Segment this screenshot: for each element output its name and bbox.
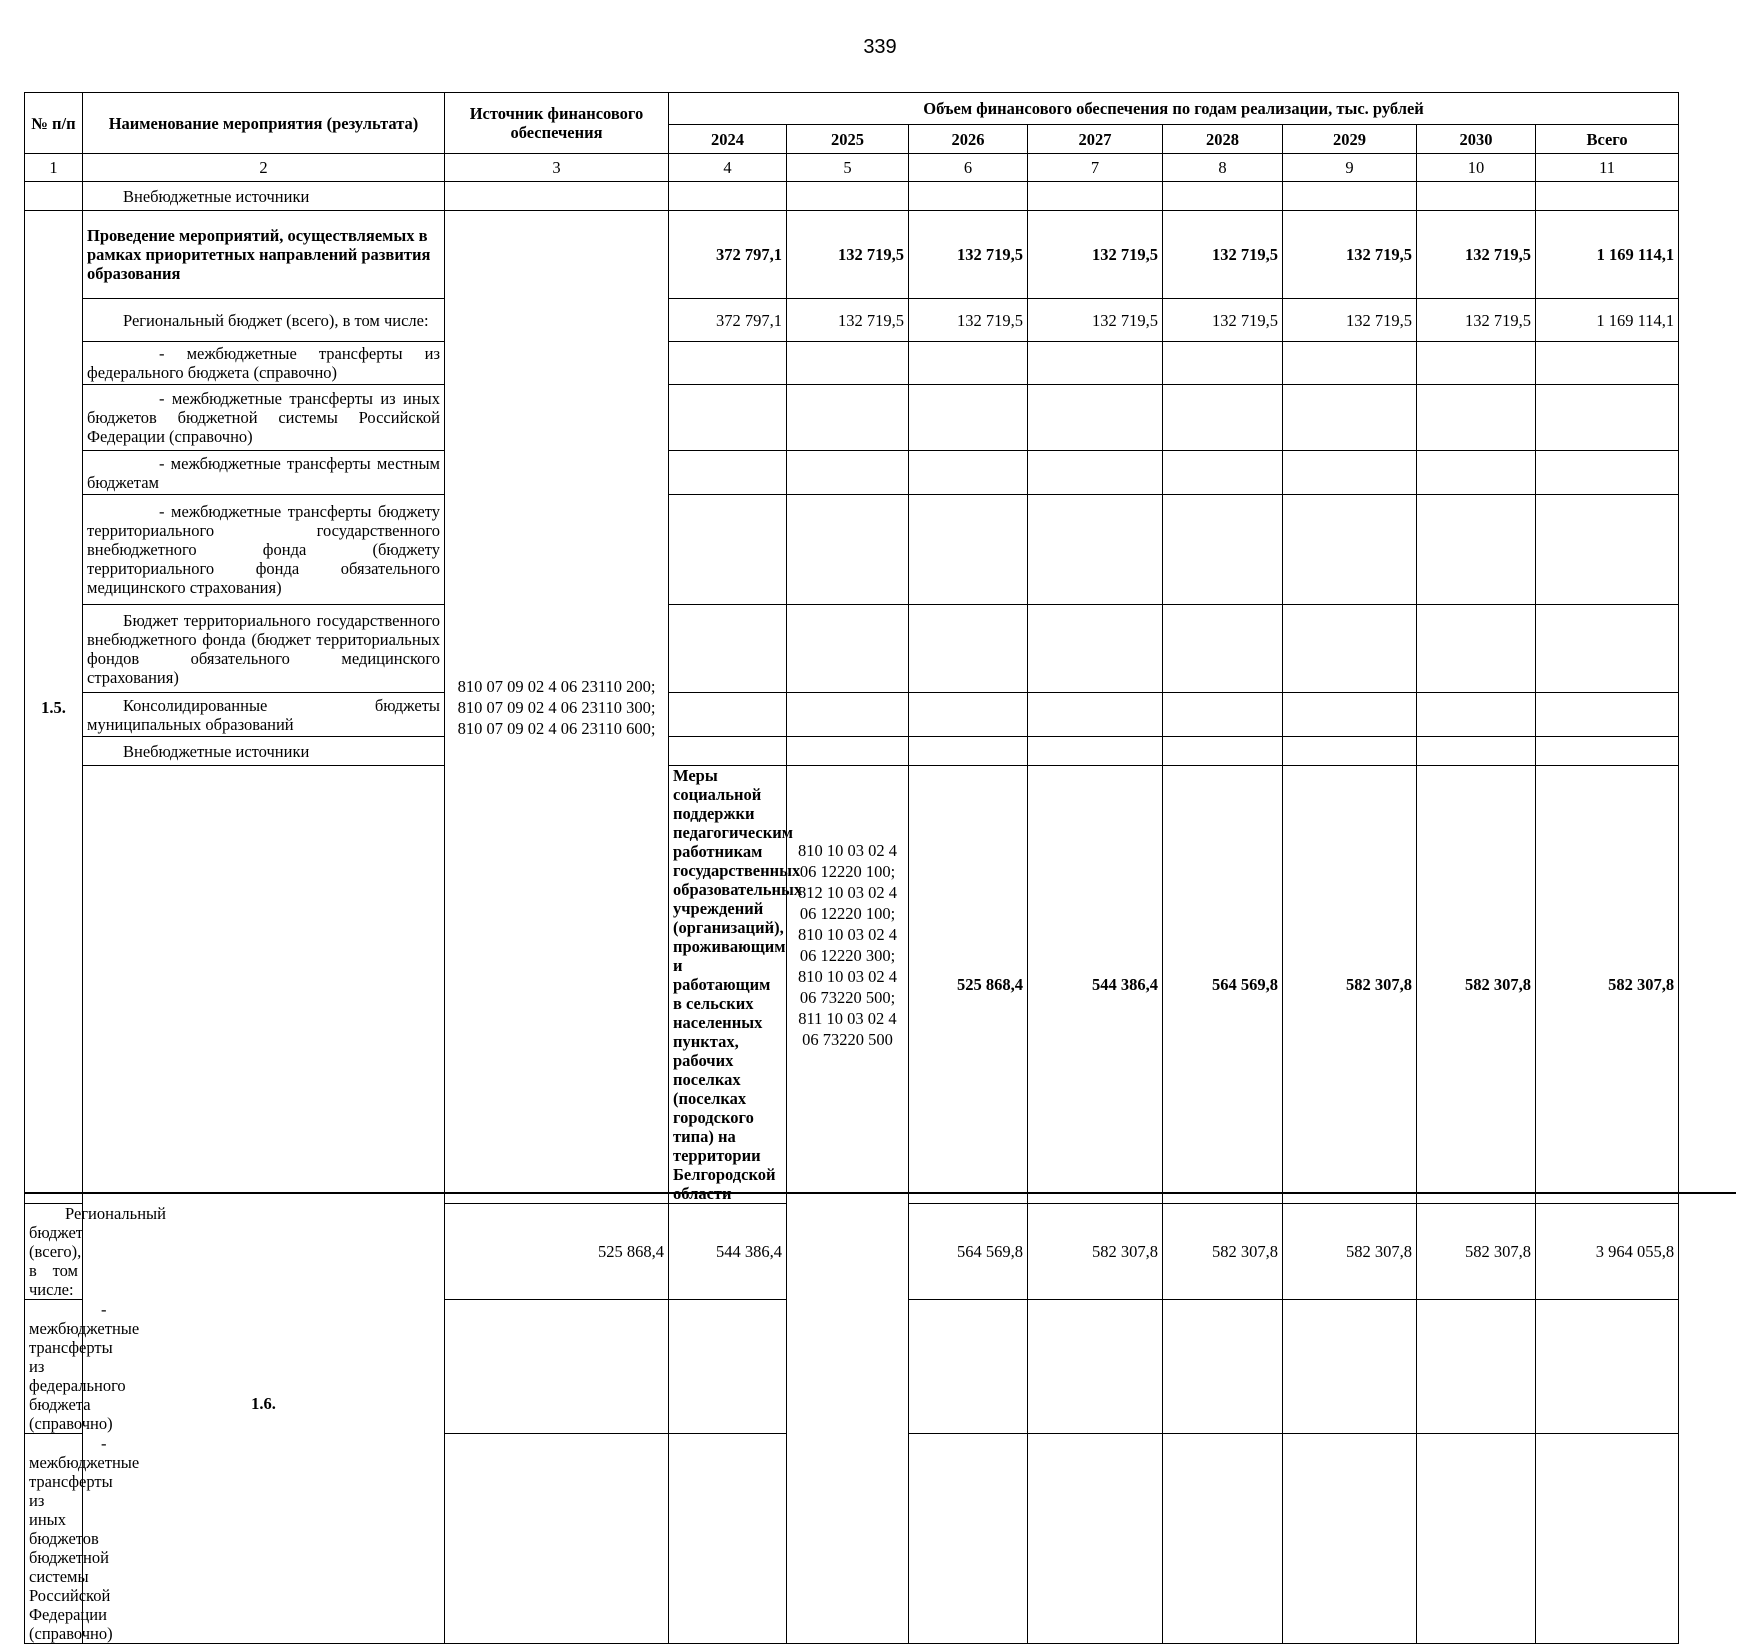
value-cell: 525 868,4 <box>445 1204 669 1300</box>
header-year-2025: 2025 <box>787 125 909 154</box>
item-1-5-source-codes: 810 07 09 02 4 06 23110 200; 810 07 09 02 4 06 23110 300; 810 07 09 02 4 06 23110 600; <box>445 211 669 1204</box>
header-year-2029: 2029 <box>1283 125 1417 154</box>
value-cell: 582 307,8 <box>1283 1204 1417 1300</box>
column-number-7: 7 <box>1028 154 1163 182</box>
value-cell: 1 169 114,1 <box>1536 299 1679 342</box>
item-1-5-regional-label: Региональный бюджет (всего), в том числе: <box>83 299 445 342</box>
item-1-6-number: 1.6. <box>83 766 445 1644</box>
column-number-11: 11 <box>1536 154 1679 182</box>
column-number-1: 1 <box>25 154 83 182</box>
value-cell: 564 569,8 <box>1163 766 1283 1204</box>
column-number-10: 10 <box>1417 154 1536 182</box>
column-number-4: 4 <box>669 154 787 182</box>
item-1-5-number: 1.5. <box>25 211 83 1204</box>
item-1-5-transfer-other: - межбюджетные трансферты из иных бюджетов бюджетной системы Российской Федерации (справочно) <box>83 385 445 451</box>
value-cell: 132 719,5 <box>909 299 1028 342</box>
value-cell: 132 719,5 <box>1283 299 1417 342</box>
value-cell: 132 719,5 <box>787 299 909 342</box>
header-year-2027: 2027 <box>1028 125 1163 154</box>
header-total: Всего <box>1536 125 1679 154</box>
bottom-rule <box>24 1192 1736 1194</box>
value-cell: 582 307,8 <box>1417 766 1536 1204</box>
item-1-5-title: Проведение мероприятий, осуществляемых в рамках приоритетных направлений развития образования <box>83 211 445 299</box>
item-1-6-transfer-other: - межбюджетные трансферты из иных бюджетов бюджетной системы Российской Федерации (справочно) <box>25 1434 83 1644</box>
value-cell: 132 719,5 <box>1028 211 1163 299</box>
value-cell: 132 719,5 <box>1417 299 1536 342</box>
value-cell: 132 719,5 <box>1163 299 1283 342</box>
item-1-5-extrabudget: Внебюджетные источники <box>83 737 445 766</box>
value-cell: 582 307,8 <box>1417 1204 1536 1300</box>
column-number-2: 2 <box>83 154 445 182</box>
value-cell: 372 797,1 <box>669 211 787 299</box>
value-cell: 132 719,5 <box>1417 211 1536 299</box>
column-number-3: 3 <box>445 154 669 182</box>
item-1-5-transfer-federal: - межбюджетные трансферты из федерального бюджета (справочно) <box>83 342 445 385</box>
value-cell: 582 307,8 <box>1028 1204 1163 1300</box>
column-number-9: 9 <box>1283 154 1417 182</box>
value-cell: 132 719,5 <box>1283 211 1417 299</box>
header-year-2028: 2028 <box>1163 125 1283 154</box>
value-cell: 564 569,8 <box>909 1204 1028 1300</box>
header-source: Источник финансового обеспечения <box>445 93 669 154</box>
value-cell: 3 964 055,8 <box>1536 1204 1679 1300</box>
item-1-6-transfer-federal: - межбюджетные трансферты из федерального бюджета (справочно) <box>25 1300 83 1434</box>
item-1-6-regional-label: Региональный бюджет (всего), в том числе: <box>25 1204 83 1300</box>
item-1-6-source-codes: 810 10 03 02 4 06 12220 100; 812 10 03 02 4 06 12220 100; 810 10 03 02 4 06 12220 300; 810 10 03 02 4 06 73220 500; 811 10 03 02 4 06 73220 500 <box>787 766 909 1644</box>
item-1-5-transfer-local: - межбюджетные трансферты местным бюджетам <box>83 451 445 495</box>
page-number: 339 <box>863 36 897 58</box>
column-number-8: 8 <box>1163 154 1283 182</box>
carry-extrabudget-label: Внебюджетные источники <box>83 182 445 211</box>
value-cell: 582 307,8 <box>1536 766 1679 1204</box>
column-number-6: 6 <box>909 154 1028 182</box>
item-1-5-municipal: Консолидированные бюджеты муниципальных образований <box>83 693 445 737</box>
header-volume: Объем финансового обеспечения по годам реализации, тыс. рублей <box>669 93 1679 125</box>
value-cell: 525 868,4 <box>909 766 1028 1204</box>
header-year-2024: 2024 <box>669 125 787 154</box>
header-year-2030: 2030 <box>1417 125 1536 154</box>
value-cell: 544 386,4 <box>669 1204 787 1300</box>
value-cell: 1 169 114,1 <box>1536 211 1679 299</box>
value-cell: 544 386,4 <box>1028 766 1163 1204</box>
item-1-5-fund-budget: Бюджет территориального государственного внебюджетного фонда (бюджет территориальных фондов обязательного медицинского страхования) <box>83 605 445 693</box>
header-name: Наименование мероприятия (результата) <box>83 93 445 154</box>
financing-table <box>24 92 1679 1644</box>
header-year-2026: 2026 <box>909 125 1028 154</box>
item-1-6-title: Меры социальной поддержки педагогическим работникам государственных образовательных учреждений (организаций), проживающим и работающим в сельских населенных пунктах, рабочих поселках (поселках городского типа) на территории Белгородской <box>669 766 787 1204</box>
header-num: № п/п <box>25 93 83 154</box>
value-cell: 582 307,8 <box>1163 1204 1283 1300</box>
value-cell: 132 719,5 <box>909 211 1028 299</box>
value-cell: 132 719,5 <box>1163 211 1283 299</box>
value-cell: 132 719,5 <box>787 211 909 299</box>
value-cell: 372 797,1 <box>669 299 787 342</box>
value-cell: 582 307,8 <box>1283 766 1417 1204</box>
value-cell: 132 719,5 <box>1028 299 1163 342</box>
item-1-5-transfer-fund: - межбюджетные трансферты бюджету территориального государственного внебюджетного фонда (бюджету территориального фонда обязательного медицинского страхования) <box>83 495 445 605</box>
column-number-5: 5 <box>787 154 909 182</box>
